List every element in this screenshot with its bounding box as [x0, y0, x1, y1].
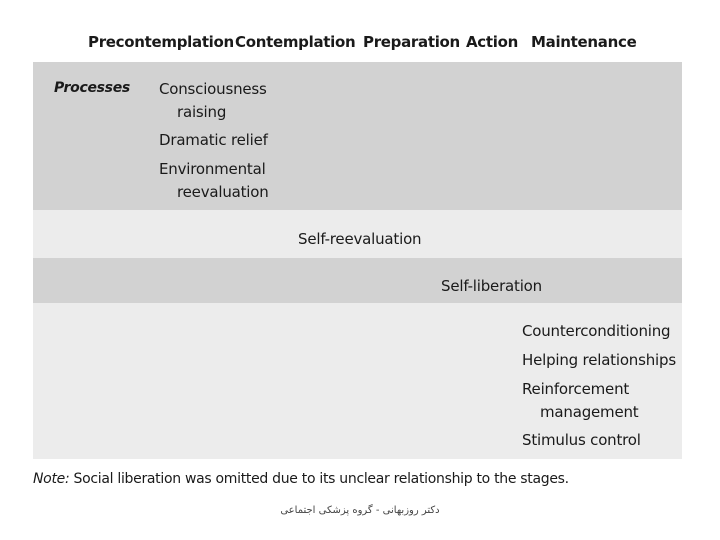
- stage-header-precontemplation: Precontemplation: [88, 33, 234, 51]
- process-line: reevaluation: [177, 183, 269, 201]
- note-label: Note:: [33, 471, 70, 487]
- process-line: Counterconditioning: [522, 322, 671, 340]
- process-line: Dramatic relief: [159, 131, 268, 149]
- process-self-liberation: Self-liberation: [441, 277, 542, 295]
- process-line: Reinforcement: [522, 380, 630, 398]
- process-reinforcement-management: [522, 378, 638, 424]
- process-line: management: [540, 403, 639, 421]
- note-text: Social liberation was omitted due to its unclear relationship to the stages.: [69, 471, 569, 487]
- process-dramatic-relief: [159, 129, 268, 152]
- process-stimulus-control: [522, 429, 641, 452]
- process-line: raising: [177, 103, 227, 121]
- process-line: Consciousness: [159, 80, 267, 98]
- band-precontemplation-processes: [33, 62, 682, 210]
- processes-label: Processes: [54, 80, 130, 96]
- process-helping-relationships: [522, 349, 676, 372]
- stage-header-contemplation: Contemplation: [235, 33, 356, 51]
- process-environmental-reevaluation: [159, 158, 269, 204]
- stage-header-action: Action: [466, 33, 518, 51]
- process-consciousness-raising: [159, 78, 267, 124]
- stage-header-preparation: Preparation: [363, 33, 460, 51]
- process-self-reevaluation: Self-reevaluation: [298, 230, 422, 248]
- footer-credit: دکتر روزبهانی - گروه پزشکی اجتماعی: [280, 505, 440, 516]
- table-note: [33, 471, 569, 487]
- process-counterconditioning: [522, 320, 670, 343]
- process-line: Environmental: [159, 160, 266, 178]
- stage-header-maintenance: Maintenance: [531, 33, 637, 51]
- band-self-liberation: [33, 258, 682, 303]
- process-line: Stimulus control: [522, 431, 641, 449]
- process-line: Helping relationships: [522, 351, 676, 369]
